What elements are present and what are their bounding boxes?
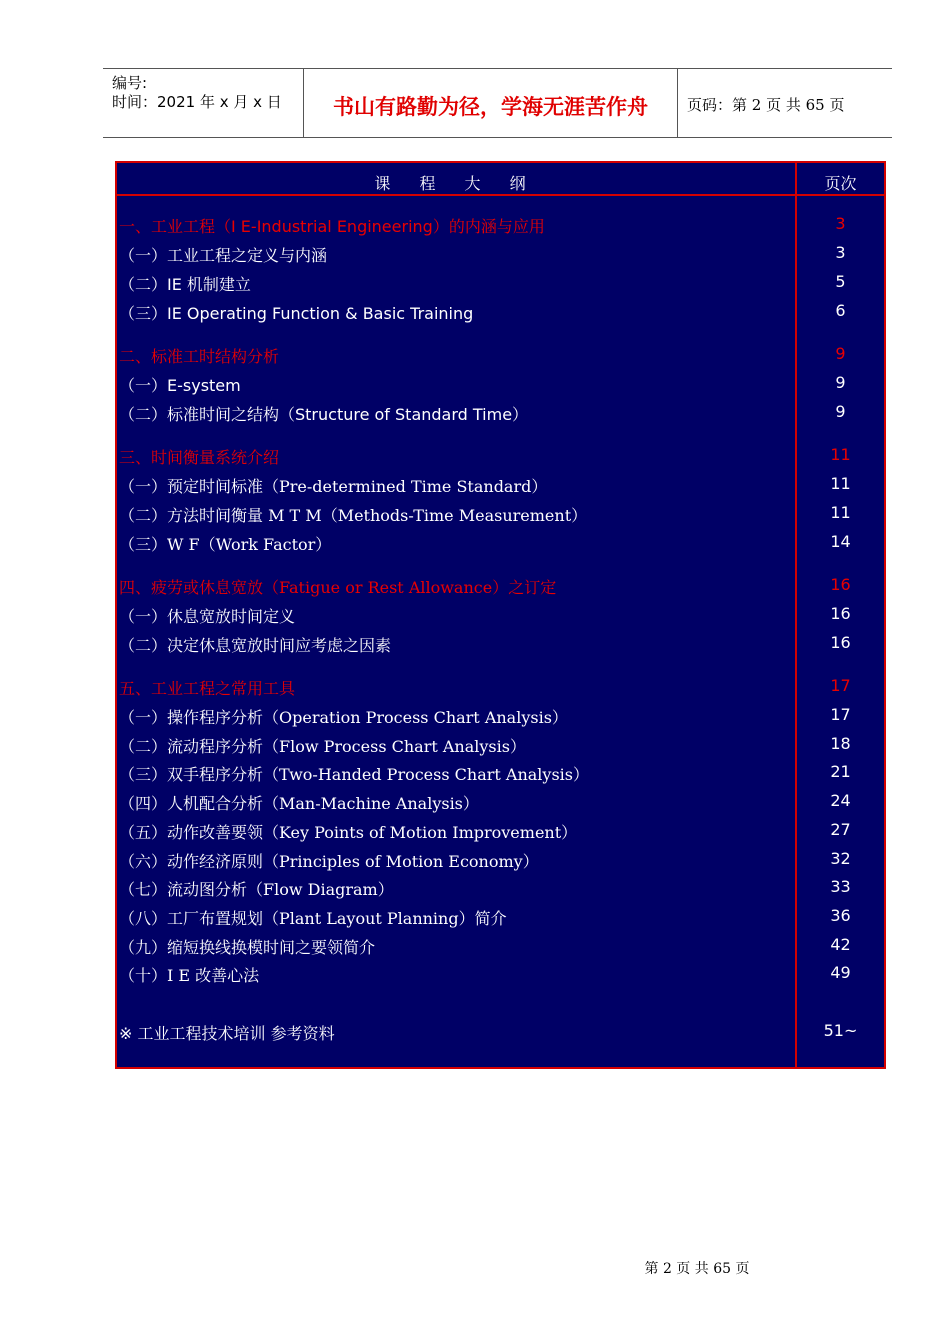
- toc-page: 51~: [823, 1021, 858, 1040]
- toc-item: [117, 530, 884, 556]
- toc-item: [117, 400, 884, 426]
- toc-page: 21: [830, 762, 851, 781]
- toc-item: [117, 602, 884, 628]
- toc-label: （八）工厂布置规划（Plant Layout Planning）简介: [119, 909, 507, 928]
- toc-page: 49: [830, 963, 851, 982]
- toc-page: 27: [830, 820, 851, 839]
- footer-page-number: 第 2 页 共 65 页: [644, 1261, 750, 1277]
- toc-item: [117, 789, 884, 815]
- toc-page: 33: [830, 877, 851, 896]
- toc-page: 6: [835, 301, 846, 320]
- toc-item: [117, 961, 884, 987]
- toc-label: （六）动作经济原则（Principles of Motion Economy）: [119, 852, 539, 871]
- motto: 书山有路勤为径，学海无涯苦作舟: [333, 94, 648, 119]
- toc-label: （三）双手程序分析（Two-Handed Process Chart Analysis）: [119, 765, 590, 784]
- toc-section: [117, 573, 884, 599]
- toc-item: [117, 847, 884, 873]
- toc-item: [117, 760, 884, 786]
- toc-label: 一、工业工程（I E-Industrial Engineering）的内涵与应用: [119, 217, 545, 236]
- toc-label: ※ 工业工程技术培训 参考资料: [119, 1024, 335, 1043]
- toc-item: [117, 818, 884, 844]
- toc-page: 36: [830, 906, 851, 925]
- toc-page: 16: [830, 633, 851, 652]
- toc-page: 11: [830, 503, 851, 522]
- page-header: [103, 68, 892, 138]
- toc-item: [117, 472, 884, 498]
- toc-section: [117, 443, 884, 469]
- toc-page: 9: [835, 402, 846, 421]
- toc-label: （二）流动程序分析（Flow Process Chart Analysis）: [119, 737, 526, 756]
- toc-label: （一）工业工程之定义与内涵: [119, 246, 328, 265]
- toc-label: （九）缩短换线换模时间之要领简介: [119, 938, 376, 957]
- toc-page: 42: [830, 935, 851, 954]
- toc-item: [117, 241, 884, 267]
- toc-label: 三、时间衡量系统介绍: [119, 448, 280, 467]
- toc-item: [117, 631, 884, 657]
- header-motto-cell: [304, 69, 678, 137]
- toc-label: 四、疲劳或休息宽放（Fatigue or Rest Allowance）之订定: [119, 578, 557, 597]
- course-outline-table: [115, 161, 886, 1069]
- toc-section: [117, 342, 884, 368]
- header-page-cell: [678, 69, 892, 137]
- toc-label: （一）休息宽放时间定义: [119, 607, 296, 626]
- page-column-header: 页次: [824, 174, 857, 193]
- time-label: 时间：2021 年 x 月 x 日: [112, 93, 282, 111]
- toc-label: （十）I E 改善心法: [119, 966, 260, 985]
- toc-page: 14: [830, 532, 851, 551]
- page-code: 页码：第 2 页 共 65 页: [687, 96, 845, 114]
- toc-section: [117, 674, 884, 700]
- header-meta-cell: [103, 69, 304, 137]
- toc-label: （三）W F（Work Factor）: [119, 535, 332, 554]
- toc-section: [117, 212, 884, 238]
- toc-label: （二）方法时间衡量 M T M（Methods-Time Measurement）: [119, 506, 588, 525]
- toc-label: （一）操作程序分析（Operation Process Chart Analysis）: [119, 708, 568, 727]
- toc-item: [117, 933, 884, 959]
- toc-page: 18: [830, 734, 851, 753]
- toc-label: （一）E-system: [119, 376, 241, 395]
- toc-item: [117, 371, 884, 397]
- toc-page: 3: [835, 243, 846, 262]
- toc-item: [117, 732, 884, 758]
- page-footer: [0, 1258, 950, 1278]
- toc-page: 32: [830, 849, 851, 868]
- toc-page: 5: [835, 272, 846, 291]
- toc-label: （二）标准时间之结构（Structure of Standard Time）: [119, 405, 529, 424]
- outline-title: 课 程 大 纲: [374, 174, 538, 193]
- toc-label: （二）决定休息宽放时间应考虑之因素: [119, 636, 392, 655]
- toc-item: [117, 904, 884, 930]
- toc-item: [117, 501, 884, 527]
- toc-label: （四）人机配合分析（Man-Machine Analysis）: [119, 794, 479, 813]
- header-divider: [117, 194, 884, 196]
- toc-page: 11: [830, 474, 851, 493]
- toc-label: 二、标准工时结构分析: [119, 347, 280, 366]
- toc-item: [117, 299, 884, 325]
- toc-item: [117, 270, 884, 296]
- toc-item-reference: [117, 1019, 884, 1045]
- toc-page: 9: [835, 344, 846, 363]
- toc-page: 16: [830, 604, 851, 623]
- toc-page: 17: [830, 676, 851, 695]
- toc-label: （五）动作改善要领（Key Points of Motion Improvement）: [119, 823, 578, 842]
- toc-page: 17: [830, 705, 851, 724]
- toc-page: 16: [830, 575, 851, 594]
- toc-label: 五、工业工程之常用工具: [119, 679, 296, 698]
- toc-label: （二）IE 机制建立: [119, 275, 251, 294]
- toc-label: （七）流动图分析（Flow Diagram）: [119, 880, 394, 899]
- toc-page: 24: [830, 791, 851, 810]
- serial-label: 编号:: [112, 74, 148, 92]
- toc-item: [117, 703, 884, 729]
- toc-page: 9: [835, 373, 846, 392]
- toc-item: [117, 875, 884, 901]
- toc-label: （三）IE Operating Function & Basic Training: [119, 304, 474, 323]
- toc-page: 11: [830, 445, 851, 464]
- toc-label: （一）预定时间标准（Pre-determined Time Standard）: [119, 477, 548, 496]
- toc-page: 3: [835, 214, 846, 233]
